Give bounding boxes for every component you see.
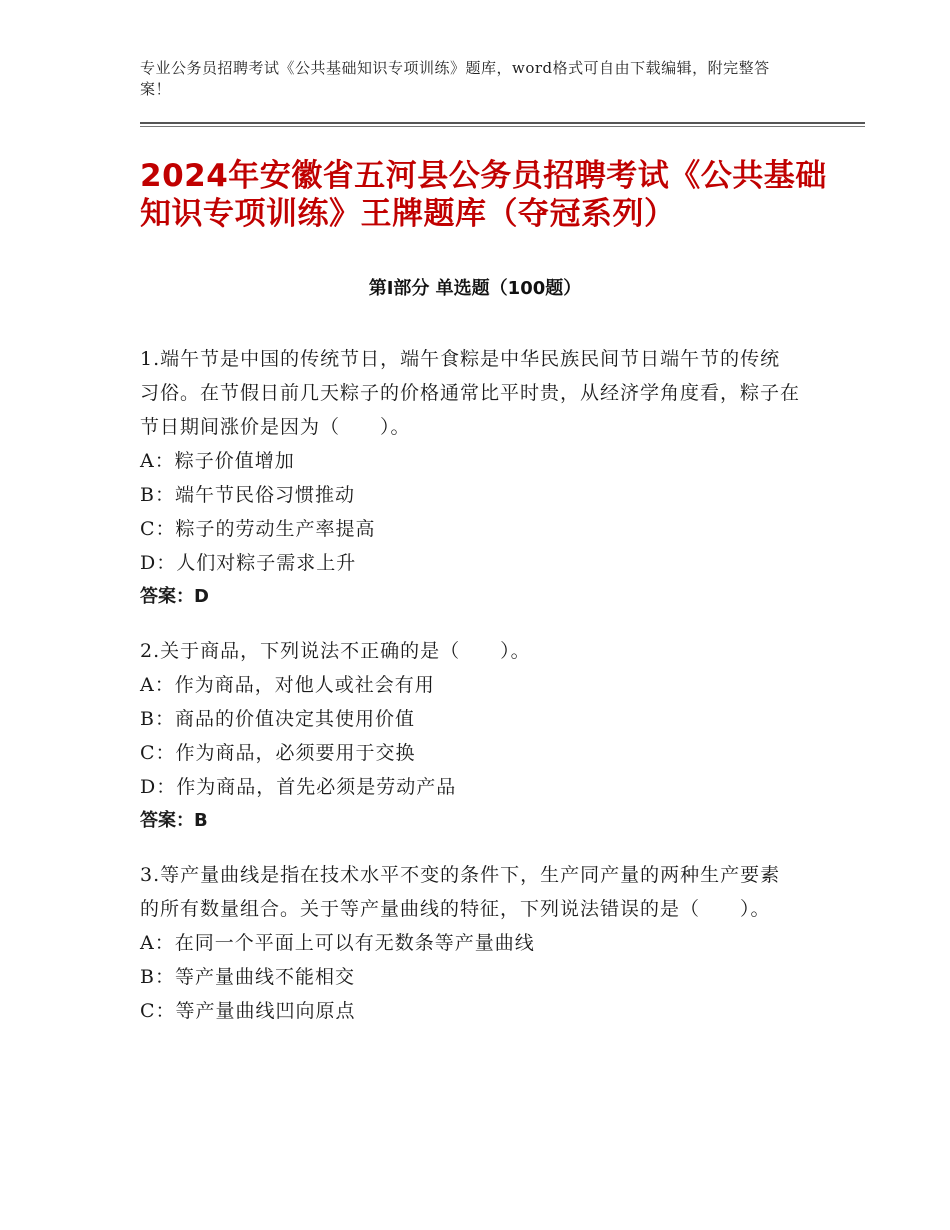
option-a: A：粽子价值增加 — [140, 450, 295, 472]
option-c: C：等产量曲线凹向原点 — [140, 1000, 356, 1022]
option-a: A：在同一个平面上可以有无数条等产量曲线 — [140, 932, 535, 954]
header-note: 专业公务员招聘考试《公共基础知识专项训练》题库，word格式可自由下载编辑，附完整答案！ — [140, 59, 770, 98]
question-1 — [140, 342, 800, 614]
option-c: C：粽子的劳动生产率提高 — [140, 518, 376, 540]
option-b: B：商品的价值决定其使用价值 — [140, 708, 415, 730]
question-stem: 2.关于商品，下列说法不正确的是（ ）。 — [140, 640, 531, 662]
question-3 — [140, 858, 800, 1028]
option-c: C：作为商品，必须要用于交换 — [140, 742, 416, 764]
question-answer: 答案：D — [140, 586, 209, 607]
option-b: B：端午节民俗习惯推动 — [140, 484, 355, 506]
document-title: 2024年安徽省五河县公务员招聘考试《公共基础知识专项训练》王牌题库（夺冠系列） — [140, 158, 827, 232]
question-stem: 1.端午节是中国的传统节日，端午食粽是中华民族民间节日端午节的传统习俗。在节假日前几天粽子的价格通常比平时贵，从经济学角度看，粽子在节日期间涨价是因为（ ）。 — [140, 348, 801, 438]
section-title: 第Ⅰ部分 单选题（100题） — [368, 278, 582, 299]
option-d: D：人们对粽子需求上升 — [140, 552, 357, 574]
option-d: D：作为商品，首先必须是劳动产品 — [140, 776, 457, 798]
option-b: B：等产量曲线不能相交 — [140, 966, 355, 988]
question-answer: 答案：B — [140, 810, 208, 831]
header-rule — [140, 122, 865, 124]
question-list — [140, 342, 800, 1048]
option-a: A：作为商品，对他人或社会有用 — [140, 674, 435, 696]
question-stem: 3.等产量曲线是指在技术水平不变的条件下，生产同产量的两种生产要素的所有数量组合。关于等产量曲线的特征，下列说法错误的是（ ）。 — [140, 864, 781, 920]
question-2 — [140, 634, 800, 838]
header-rule-secondary — [140, 126, 865, 127]
